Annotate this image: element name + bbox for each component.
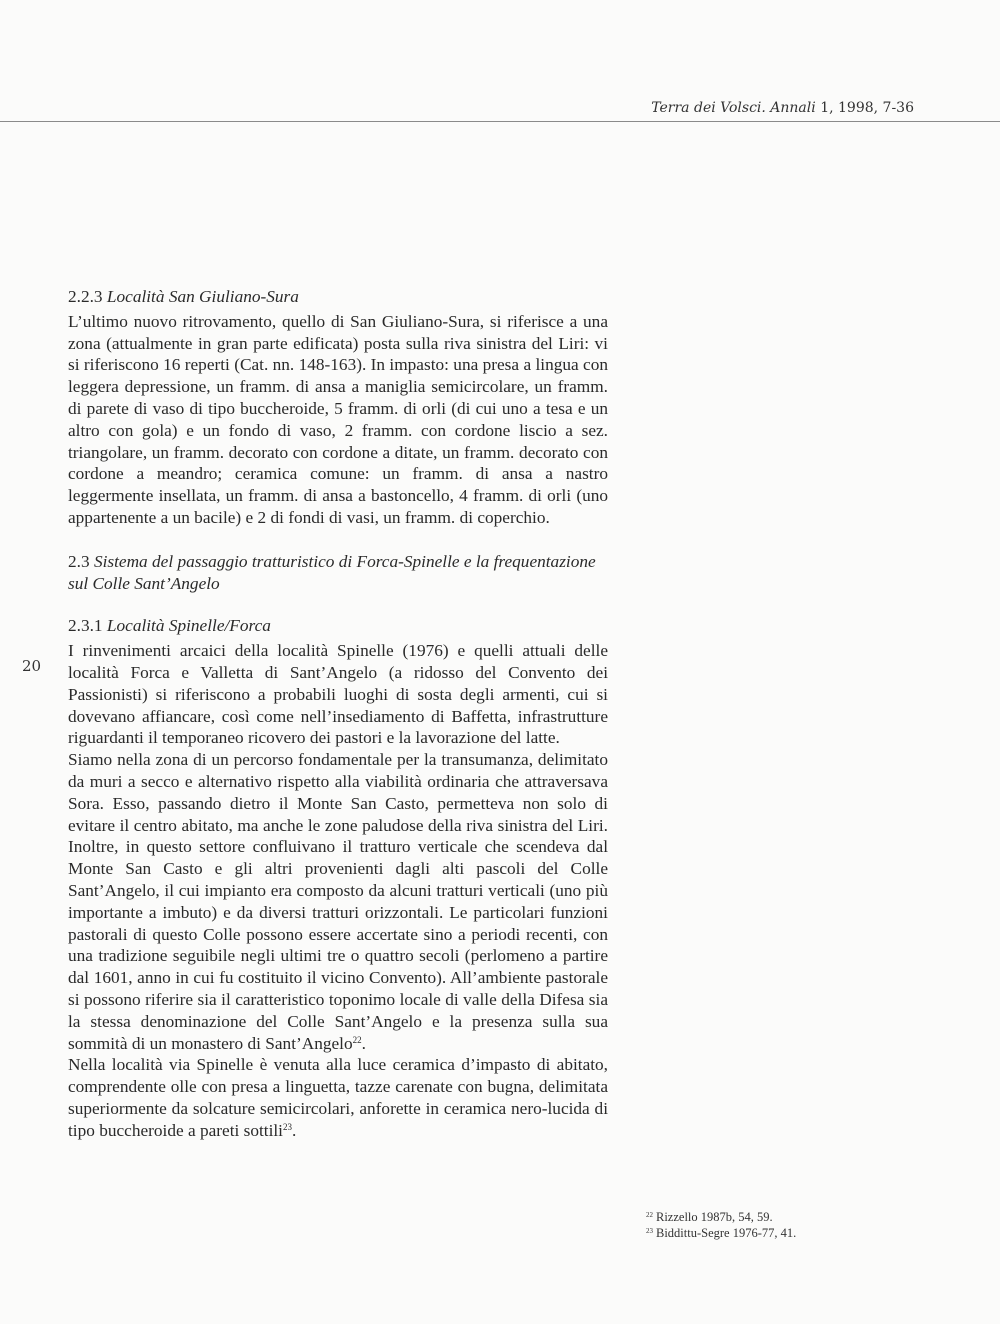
heading-title: Località Spinelle/Forca [106,616,271,636]
page-number: 20 [22,657,42,675]
paragraph-end: . [292,1120,297,1140]
paragraph-via-spinelle [68,1054,608,1141]
paragraph-transumanza [68,749,608,1054]
footnote-marker: 22 [646,1211,653,1219]
body-text [68,286,608,1141]
volume-info: 1, 1998, 7-36 [820,100,914,116]
heading-2-3-1 [68,615,608,637]
heading-title: Sistema del passaggio tratturistico di Forca-Spinelle e la frequentazione sul Colle Sant’Angelo [68,551,596,593]
heading-2-3 [68,551,608,595]
footnote-22 [646,1209,906,1225]
journal-title: Terra dei Volsci. Annali [651,100,816,116]
footnote-23 [646,1225,906,1241]
footnote-marker: 23 [646,1227,653,1235]
heading-number: 2.3.1 [68,616,103,636]
footnote-ref-22[interactable]: 22 [352,1034,362,1045]
header-rule [0,121,1000,122]
heading-2-2-3 [68,286,608,308]
paragraph-end: . [361,1033,366,1053]
footnote-text: Rizzello 1987b, 54, 59. [656,1210,773,1224]
heading-number: 2.3 [68,551,90,571]
running-head [651,100,914,116]
footnote-ref-23[interactable]: 23 [283,1121,292,1132]
paragraph-text: Nella località via Spinelle è venuta alla luce ceramica d’impasto di abitato, comprendente olle con presa a linguetta, tazze carenate con bugna, delimitata superiormente da solcature semicircolari, anforette in ceramica nero-lucida di tipo buccheroide a pareti sottili [68,1055,608,1140]
paragraph-rinvenimenti: I rinvenimenti arcaici della località Spinelle (1976) e quelli attuali delle località Forca e Valletta di Sant’Angelo (a ridosso del Convento dei Passionisti) si riferiscono a probabili luoghi di sosta degli armenti, cui si dovevano affiancare, così come nell’insediamento di Baffetta, infrastrutture riguardanti il temporaneo ricovero dei pastori e la lavorazione del latte. [68,641,608,748]
paragraph-san-giuliano: L’ultimo nuovo ritrovamento, quello di San Giuliano-Sura, si riferisce a una zona (attualmente in gran parte edificata) posta sulla riva sinistra del Liri: vi si riferiscono 16 reperti (Cat. nn. 148-163). In impasto: una presa a lingua con leggera depressione, un framm. di ansa a maniglia semicircolare, un framm. di parete di vaso di tipo buccheroide, 5 framm. di orli (di cui uno a tesa e un altro con gola) e un fondo di vaso, 2 framm. con cordone liscio a sez. triangolare, un framm. decorato con cordone a ditate, un framm. decorato con cordone a meandro; ceramica comune: un framm. di ansa a nastro leggermente insellata, un framm. di ansa a bastoncello, 4 framm. di orli (uno appartenente a un bacile) e 2 di fondi di vasi, un framm. di coperchio. [68,311,608,527]
footnotes [646,1209,906,1241]
footnote-text: Biddittu-Segre 1976-77, 41. [656,1226,797,1240]
paragraph-text: Siamo nella zona di un percorso fondamentale per la transumanza, delimitato da muri a secco e alternativo rispetto alla viabilità ordinaria che attraversava Sora. Esso, passando dietro il Monte San Casto, permetteva non solo di evitare il centro abitato, ma anche le zone paludose della riva sinistra del Liri. Inoltre, in questo settore confluivano il tratturo verticale che scendeva dal Monte San Casto e gli altri provenienti dagli alti pascoli del Colle Sant’Angelo, il cui impianto era composto da alcuni tratturi verticali (uno più importante a imbuto) e da diversi tratturi orizzontali. Le particolari funzioni pastorali di questo Colle possono essere accertate sino a periodi recenti, con una tradizione seguibile negli ultimi tre o quattro secoli (perlomeno a partire dal 1601, anno in cui fu costituito il vicino Convento). All’ambiente pastorale si possono riferire sia il caratteristico toponimo locale di valle della Difesa sia la stessa denominazione del Colle Sant’Angelo e la presenza sulla sua sommità di un monastero di Sant’Angelo [68,750,608,1053]
heading-number: 2.2.3 [68,287,103,306]
heading-title: Località San Giuliano-Sura [106,287,299,306]
